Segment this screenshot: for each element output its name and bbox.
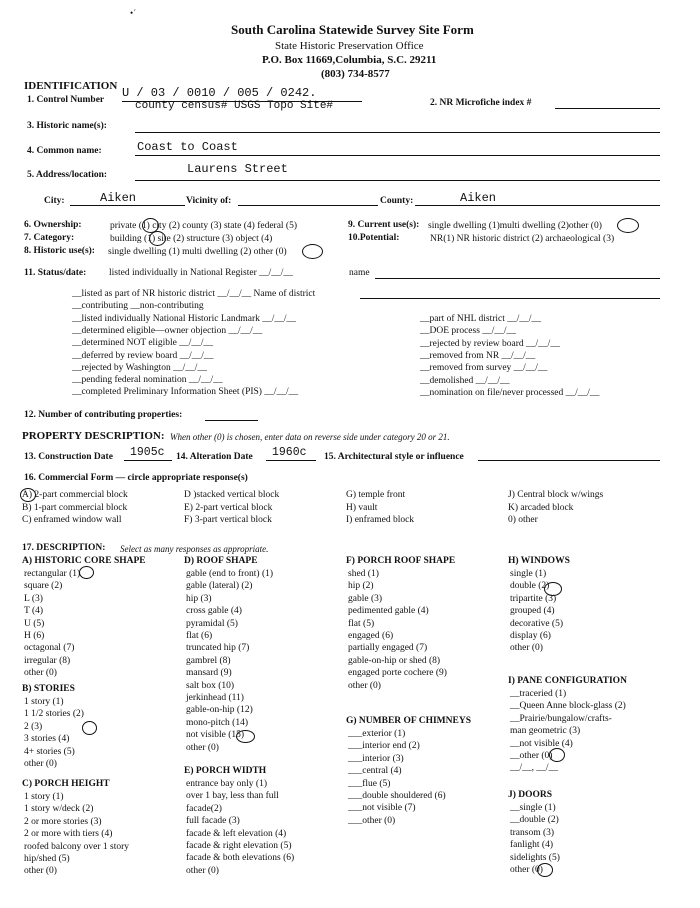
chimneys-option: ___exterior (1) (348, 729, 406, 739)
porch_roof-option: hip (2) (348, 581, 374, 592)
core-section-title: A) HISTORIC CORE SHAPE (22, 556, 146, 566)
status-left-item: __completed Preliminary Information Sheet (PIS) __/__/__ (72, 387, 299, 398)
porch_roof-option: flat (5) (348, 618, 375, 629)
porch_h-option: other (0) (24, 866, 57, 877)
status-right-item: __demolished __/__/__ (420, 375, 510, 386)
status-name-label: name (349, 268, 370, 278)
core-option: irregular (8) (24, 655, 71, 666)
roof-option: other (0) (186, 742, 219, 753)
roof-option: hip (3) (186, 593, 212, 604)
porch_roof-option: engaged porte cochere (9) (348, 668, 447, 679)
status-right-item: __removed from NR __/__/__ (420, 350, 536, 361)
porch_w-option: facade & left elevation (4) (186, 828, 287, 839)
status-left-item: __determined NOT eligible __/__/__ (72, 338, 213, 349)
stories-option: 2 (3) (24, 721, 43, 732)
windows-section-title: H) WINDOWS (508, 556, 570, 566)
roof-option: jerkinhead (11) (186, 693, 244, 703)
commercial-option: D )stacked vertical block (184, 490, 280, 500)
chimneys-option: ___central (4) (348, 766, 402, 777)
property-description-heading: PROPERTY DESCRIPTION: (22, 430, 165, 442)
roof-option: mansard (9) (186, 668, 232, 679)
chimneys-option: ___not visible (7) (348, 803, 416, 814)
status-left-item: __contributing __non-contributing (72, 301, 204, 312)
description-note: Select as many responses as appropriate. (120, 544, 269, 554)
porch_w-option: entrance bay only (1) (186, 779, 267, 789)
current-use-label: 9. Current use(s): (348, 220, 420, 230)
porch_h-option: 1 story (1) (24, 792, 64, 802)
property-description-note: When other (0) is chosen, enter data on reverse side under category 20 or 21. (170, 432, 450, 442)
ownership-options: private (1) city (2) county (3) state (4) federal (5) (110, 221, 298, 231)
roof-option: gable (end to front) (1) (186, 569, 274, 579)
county-label: County: (380, 196, 414, 206)
porch_h-option: hip/shed (5) (24, 854, 70, 864)
porch_roof-option: other (0) (348, 680, 381, 691)
commercial-option: C) enframed window wall (22, 515, 122, 525)
porch_roof-section-title: F) PORCH ROOF SHAPE (346, 556, 456, 566)
historic-name-label: 3. Historic name(s): (27, 121, 107, 131)
pane-option: __/__, __/__ (510, 763, 559, 774)
county-value: Aiken (460, 191, 497, 205)
windows-option: other (0) (510, 643, 543, 654)
potential-label: 10.Potential: (348, 233, 400, 243)
porch_roof-option: gable-on-hip or shed (8) (348, 655, 441, 666)
stories-section-title: B) STORIES (22, 684, 75, 694)
roof-option: mono-pitch (14) (186, 717, 249, 728)
stories-option: 1 1/2 stories (2) (24, 709, 84, 720)
commercial-form-label: 16. Commercial Form — circle appropriate response(s) (24, 473, 248, 483)
historic-use-label: 8. Historic use(s): (24, 246, 95, 256)
porch_w-option: other (0) (186, 865, 219, 876)
office-phone: (803) 734-8577 (321, 68, 390, 80)
alteration-date-value: 1960c (272, 446, 307, 459)
doors-section-title: J) DOORS (508, 790, 553, 800)
chimneys-section-title: G) NUMBER OF CHIMNEYS (346, 716, 471, 726)
nr-microfiche-label: 2. NR Microfiche index # (430, 98, 532, 108)
chimneys-option: ___double shouldered (6) (348, 791, 446, 801)
form-title: South Carolina Statewide Survey Site Form (231, 22, 474, 37)
description-label: 17. DESCRIPTION: (22, 543, 106, 553)
control-number-value: U / 03 / 0010 / 005 / 0242. (122, 86, 317, 100)
roof-option: not visible (15) (186, 730, 245, 741)
windows-option: single (1) (510, 569, 547, 579)
porch_w-option: facade & right elevation (5) (186, 841, 292, 851)
city-label: City: (44, 196, 65, 206)
status-left-item: __rejected by Washington __/__/__ (72, 362, 207, 373)
windows-option: double (2) (510, 581, 550, 592)
commercial-option: F) 3-part vertical block (184, 515, 272, 525)
status-label: 11. Status/date: (24, 268, 87, 278)
roof-option: flat (6) (186, 631, 213, 641)
office-address: P.O. Box 11669,Columbia, S.C. 29211 (262, 54, 437, 66)
stories-option: other (0) (24, 759, 57, 769)
status-left-item: __listed individually National Historic Landmark __/__/__ (72, 313, 297, 324)
commercial-option: H) vault (346, 502, 378, 513)
status-left-item: __pending federal nomination __/__/__ (72, 375, 223, 386)
common-name-label: 4. Common name: (27, 146, 102, 156)
porch_w-option: facade & both elevations (6) (186, 853, 295, 864)
category-label: 7. Category: (24, 233, 75, 243)
ownership-label: 6. Ownership: (24, 220, 82, 230)
roof-option: cross gable (4) (186, 606, 242, 617)
status-first: listed individually in National Register __/__/__ (109, 268, 293, 278)
city-value: Aiken (100, 191, 137, 205)
roof-option: gable-on-hip (12) (186, 705, 253, 716)
office-name: State Historic Preservation Office (275, 40, 424, 52)
stories-option: 4+ stories (5) (24, 746, 75, 757)
status-left-item: __determined eligible—owner objection __/__/__ (72, 325, 263, 336)
status-right-item: __part of NHL district __/__/__ (420, 314, 542, 324)
core-option: H (6) (24, 631, 45, 641)
roof-option: gable (lateral) (2) (186, 581, 253, 592)
commercial-option: 0) other (508, 515, 538, 525)
windows-option: tripartite (3) (510, 593, 557, 604)
core-option: rectangular (1) (24, 569, 81, 579)
core-option: L (3) (24, 593, 43, 604)
porch_roof-option: pedimented gable (4) (348, 606, 429, 617)
windows-option: decorative (5) (510, 618, 564, 629)
status-right-item: __DOE process __/__/__ (420, 326, 517, 337)
historic-use-options: single dwelling (1) multi dwelling (2) other (0) (108, 247, 287, 257)
chimneys-option: ___interior (3) (348, 753, 404, 764)
commercial-option: A) 2-part commercial block (22, 490, 128, 500)
core-option: square (2) (24, 581, 63, 592)
core-option: U (5) (24, 618, 45, 629)
address-label: 5. Address/location: (27, 170, 108, 180)
stories-option: 3 stories (4) (24, 734, 70, 745)
core-option: other (0) (24, 668, 57, 679)
doors-option: transom (3) (510, 827, 555, 838)
status-right-item: __rejected by review board __/__/__ (420, 338, 560, 349)
porch_h-option: 1 story w/deck (2) (24, 804, 94, 815)
alteration-date-label: 14. Alteration Date (176, 452, 253, 462)
roof-option: pyramidal (5) (186, 618, 238, 629)
category-options: building (1) site (2) structure (3) object (4) (110, 234, 273, 244)
porch_roof-option: engaged (6) (348, 631, 394, 641)
control-number-label: 1. Control Number (27, 95, 105, 105)
commercial-option: E) 2-part vertical block (184, 502, 273, 513)
current-use-options: single dwelling (1)multi dwelling (2)other (0) (428, 221, 602, 231)
doors-option: __single (1) (510, 803, 556, 813)
top-mark: •´ (130, 8, 137, 18)
pane-option: __traceried (1) (510, 689, 567, 699)
status-right-item: __nomination on file/never processed __/__/__ (420, 387, 600, 398)
porch_w-section-title: E) PORCH WIDTH (184, 766, 267, 776)
porch_roof-option: partially engaged (7) (348, 643, 428, 654)
roof-option: truncated hip (7) (186, 643, 250, 654)
pane-section-title: I) PANE CONFIGURATION (508, 676, 627, 686)
status-left-item: __deferred by review board __/__/__ (72, 350, 214, 361)
doors-option: fanlight (4) (510, 840, 554, 851)
control-number-subtitle: county census# USGS Topo Site# (135, 100, 334, 112)
porch_w-option: full facade (3) (186, 816, 240, 827)
commercial-option: J) Central block w/wings (508, 490, 604, 500)
chimneys-option: ___flue (5) (348, 778, 391, 789)
porch_roof-option: shed (1) (348, 569, 379, 579)
doors-option: sidelights (5) (510, 852, 560, 863)
core-option: octagonal (7) (24, 643, 75, 654)
status-right-item: __removed from survey __/__/__ (420, 363, 548, 374)
address-value: Laurens Street (187, 162, 288, 176)
pane-option: man geometric (3) (510, 726, 581, 737)
construction-date-label: 13. Construction Date (24, 452, 113, 462)
status-left-item: __listed as part of NR historic district __/__/__ Name of district (72, 289, 316, 299)
potential-options: NR(1) NR historic district (2) archaeological (3) (430, 234, 615, 244)
roof-option: gambrel (8) (186, 655, 231, 666)
contributing-properties-label: 12. Number of contributing properties: (24, 410, 183, 420)
architectural-style-label: 15. Architectural style or influence (324, 452, 464, 462)
porch_w-option: facade(2) (186, 803, 222, 814)
pane-option: __Queen Anne block-glass (2) (510, 701, 626, 712)
vicinity-label: Vicinity of: (186, 196, 232, 206)
pane-option: __not visible (4) (510, 738, 573, 749)
porch_h-option: roofed balcony over 1 story (24, 841, 129, 852)
chimneys-option: ___other (0) (348, 815, 396, 826)
construction-date-value: 1905c (130, 446, 165, 459)
pane-option: __other (0) (510, 751, 553, 761)
doors-option: other (0) (510, 865, 543, 875)
roof-section-title: D) ROOF SHAPE (184, 556, 258, 566)
roof-option: salt box (10) (186, 680, 235, 691)
commercial-option: K) arcaded block (508, 502, 574, 513)
windows-option: display (6) (510, 631, 551, 641)
chimneys-option: ___interior end (2) (348, 741, 420, 752)
porch_h-option: 2 or more with tiers (4) (24, 829, 113, 840)
pane-option: __Prairie/bungalow/crafts- (510, 713, 612, 724)
stories-option: 1 story (1) (24, 697, 64, 707)
porch_h-section-title: C) PORCH HEIGHT (22, 779, 110, 789)
commercial-option: G) temple front (346, 490, 406, 500)
identification-heading: IDENTIFICATION (24, 80, 118, 92)
porch_w-option: over 1 bay, less than full (186, 791, 279, 802)
commercial-option: B) 1-part commercial block (22, 502, 128, 513)
core-option: T (4) (24, 606, 44, 617)
doors-option: __double (2) (510, 815, 559, 826)
porch_h-option: 2 or more stories (3) (24, 816, 102, 827)
porch_roof-option: gable (3) (348, 593, 383, 604)
commercial-option: I) enframed block (346, 515, 415, 525)
common-name-value: Coast to Coast (137, 140, 238, 154)
windows-option: grouped (4) (510, 606, 555, 617)
